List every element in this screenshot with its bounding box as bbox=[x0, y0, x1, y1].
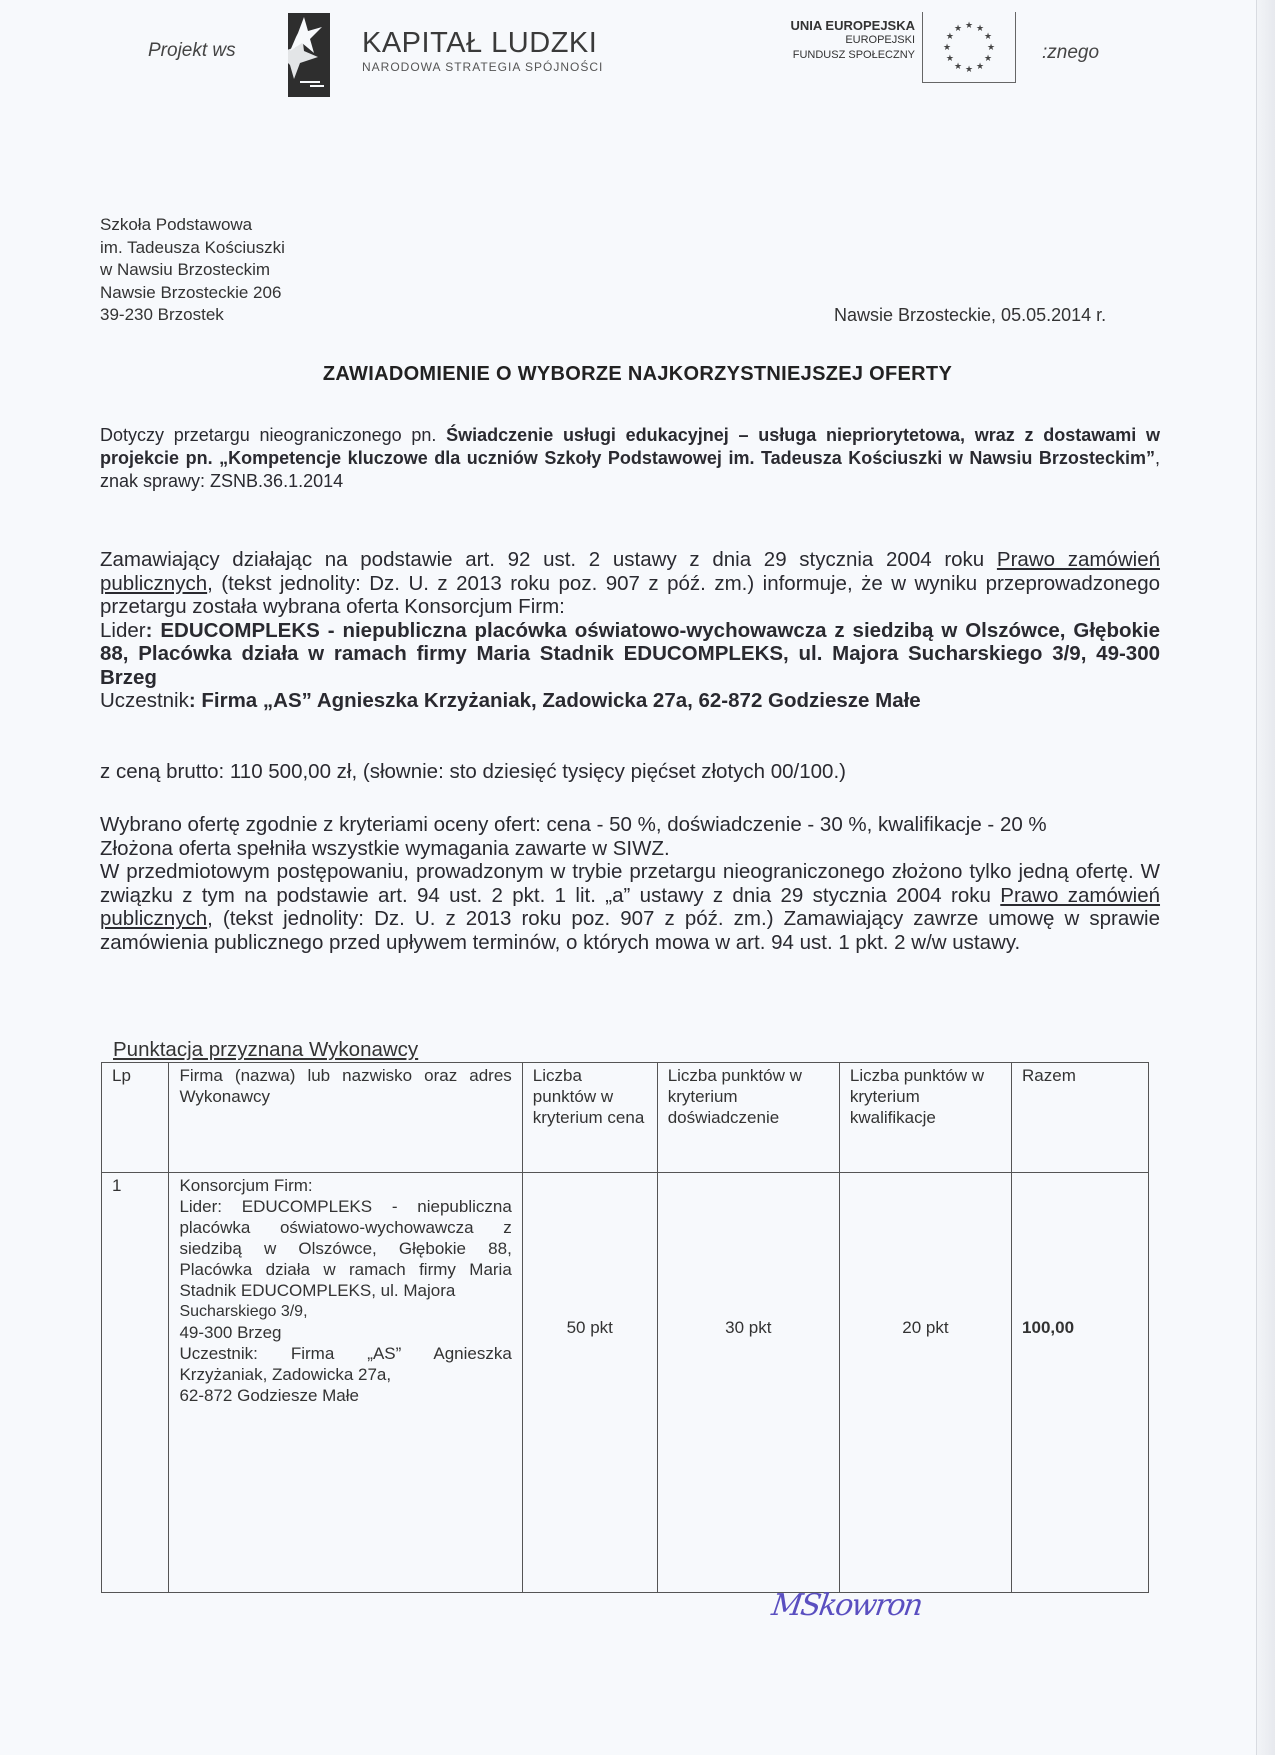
sender-address bbox=[100, 214, 285, 327]
leader-details: : EDUCOMPLEKS - niepubliczna placówka oświatowo-wychowawcza z siedzibą w Olszówce, Głębokie 88, Placówka działa w ramach firmy Maria Stadnik EDUCOMPLEKS, ul. Majora Sucharskiego 3/9, 49-300 Brzeg bbox=[100, 618, 1160, 689]
cell-kwalifikacje: 20 pkt bbox=[839, 1173, 1011, 1593]
cell-cena: 50 pkt bbox=[522, 1173, 657, 1593]
firm-line: Sucharskiego 3/9, bbox=[179, 1303, 308, 1320]
firm-line: 49-300 Brzeg bbox=[179, 1323, 282, 1342]
header-lp: Lp bbox=[102, 1063, 169, 1173]
eu-star-icon: ★ bbox=[964, 64, 974, 74]
eu-star-icon: ★ bbox=[964, 20, 974, 30]
criteria-line-1: Wybrano ofertę zgodnie z kryteriami oceny ofert: cena - 50 %, doświadczenie - 30 %, kwalifikacje - 20 % bbox=[100, 813, 1047, 836]
place-and-date: Nawsie Brzosteckie, 05.05.2014 r. bbox=[834, 305, 1107, 325]
address-line: Szkoła Podstawowa bbox=[100, 215, 253, 234]
table-header-row bbox=[102, 1063, 1149, 1173]
firm-line: Konsorcjum Firm: bbox=[179, 1176, 313, 1195]
eu-star-icon: ★ bbox=[953, 22, 963, 33]
cell-lp: 1 bbox=[102, 1173, 169, 1593]
cell-doswiadczenie: 30 pkt bbox=[657, 1173, 839, 1593]
header-project-text: Projekt ws bbox=[148, 40, 236, 61]
procedure-text: W przedmiotowym postępowaniu, prowadzonym w trybie przetargu nieograniczonego złożono tylko jedną ofertę. W związku z tym na podstawie art. 94 ust. 2 pkt. 1 lit. „a” ustawy z dnia 29 stycznia 2004 roku bbox=[100, 860, 1160, 907]
eu-line-1: UNIA EUROPEJSKA bbox=[790, 18, 915, 33]
address-line: w Nawsiu Brzosteckim bbox=[100, 260, 271, 279]
participant-label: Uczestnik bbox=[100, 689, 189, 712]
page-edge bbox=[1256, 0, 1275, 1755]
eu-star-icon: ★ bbox=[984, 31, 993, 41]
criteria-line-2: Złożona oferta spełniła wszystkie wymagania zawarte w SIWZ. bbox=[100, 836, 670, 860]
address-line: im. Tadeusza Kościuszki bbox=[100, 237, 285, 257]
document-title: ZAWIADOMIENIE O WYBORZE NAJKORZYSTNIEJSZEJ OFERTY bbox=[322, 363, 953, 385]
participant-details: : Firma „AS” Agnieszka Krzyżaniak, Zadowicka 27a, 62-872 Godziesze Małe bbox=[188, 689, 921, 712]
eu-star-icon: ★ bbox=[984, 53, 993, 63]
procedure-text-cont: , (tekst jednolity: Dz. U. z 2013 roku poz. 907 z póź. zm.) Zamawiający zawrze umowę w sprawie zamówienia publicznego przed upływem terminów, o których mowa w art. 94 ust. 1 pkt. 2 w/w ustawy. bbox=[100, 907, 1160, 954]
subject-paragraph bbox=[100, 424, 1160, 493]
decision-intro: Zamawiający działając na podstawie art. 92 ust. 2 ustawy z dnia 29 stycznia 2004 roku bbox=[100, 548, 997, 571]
law-reference-link: Prawo zamówień publicznych bbox=[100, 548, 1160, 595]
score-table bbox=[101, 1062, 1149, 1593]
cell-razem: 100,00 bbox=[1012, 1173, 1149, 1593]
handwritten-signature: MSkowron bbox=[769, 1588, 924, 1623]
firm-line: Uczestnik: Firma „AS” Agnieszka Krzyżaniak, Zadowicka 27a, bbox=[179, 1344, 512, 1384]
eu-star-icon: ★ bbox=[945, 53, 954, 63]
firm-line: Lider: EDUCOMPLEKS - niepubliczna placówka oświatowo-wychowawcza z siedzibą w Olszówce, Głębokie 88, Placówka działa w ramach firmy Maria Stadnik EDUCOMPLEKS, ul. Majora bbox=[179, 1197, 512, 1300]
price-line: z ceną brutto: 110 500,00 zł, (słownie: sto dziesięć tysięcy pięćset złotych 00/100.) bbox=[100, 760, 846, 783]
subject-prefix: Dotyczy przetargu nieograniczonego pn. bbox=[100, 425, 447, 445]
decision-intro-cont: , (tekst jednolity: Dz. U. z 2013 roku poz. 907 z póź. zm.) informuje, że w wyniku przeprowadzonego przetargu została wybrana oferta Konsorcjum Firm: bbox=[100, 571, 1160, 618]
address-line: 39-230 Brzostek bbox=[100, 305, 224, 324]
eu-label bbox=[760, 18, 915, 63]
header-firm: Firma (nazwa) lub nazwisko oraz adres Wykonawcy bbox=[169, 1063, 522, 1173]
cell-firm bbox=[169, 1173, 522, 1593]
subject-name: Świadczenie usługi edukacyjnej – usługa niepriorytetowa, wraz z dostawami w projekcie pn. „Kompetencje kluczowe dla uczniów Szkoły Podstawowej im. Tadeusza Kościuszki w Nawsiu Brzosteckim” bbox=[100, 425, 1160, 468]
header-cena: Liczba punktów w kryterium cena bbox=[522, 1063, 657, 1173]
eu-star-icon: ★ bbox=[975, 22, 985, 33]
logo-title: KAPITAŁ LUDZKI bbox=[362, 27, 598, 59]
address-line: Nawsie Brzosteckie 206 bbox=[100, 282, 282, 302]
decision-paragraph bbox=[100, 548, 1160, 713]
header-razem: Razem bbox=[1012, 1063, 1149, 1173]
eu-star-icon: ★ bbox=[953, 61, 963, 72]
law-reference-link: Prawo zamówień publicznych bbox=[100, 883, 1161, 930]
eu-line-2: EUROPEJSKI bbox=[845, 34, 915, 46]
header-right-text: :znego bbox=[1042, 42, 1100, 63]
subject-suffix: , znak sprawy: ZSNB.36.1.2014 bbox=[100, 448, 1160, 491]
eu-line-3: FUNDUSZ SPOŁECZNY bbox=[792, 49, 915, 61]
eu-star-icon: ★ bbox=[945, 31, 954, 41]
header-doswiadczenie: Liczba punktów w kryterium doświadczenie bbox=[657, 1063, 839, 1173]
criteria-paragraph bbox=[100, 813, 1160, 954]
eu-star-icon: ★ bbox=[986, 42, 996, 52]
firm-line: 62-872 Godziesze Małe bbox=[179, 1386, 359, 1405]
leader-label: Lider bbox=[100, 618, 146, 642]
eu-star-icon: ★ bbox=[975, 61, 985, 72]
eu-star-icon: ★ bbox=[942, 42, 952, 52]
table-caption: Punktacja przyznana Wykonawcy bbox=[113, 1038, 419, 1061]
kapital-ludzki-logo-icon bbox=[288, 13, 330, 97]
logo-subtitle: NARODOWA STRATEGIA SPÓJNOŚCI bbox=[362, 60, 604, 74]
header-kwalifikacje: Liczba punktów w kryterium kwalifikacje bbox=[839, 1063, 1011, 1173]
eu-flag-icon bbox=[922, 12, 1016, 83]
table-row bbox=[102, 1173, 1149, 1593]
